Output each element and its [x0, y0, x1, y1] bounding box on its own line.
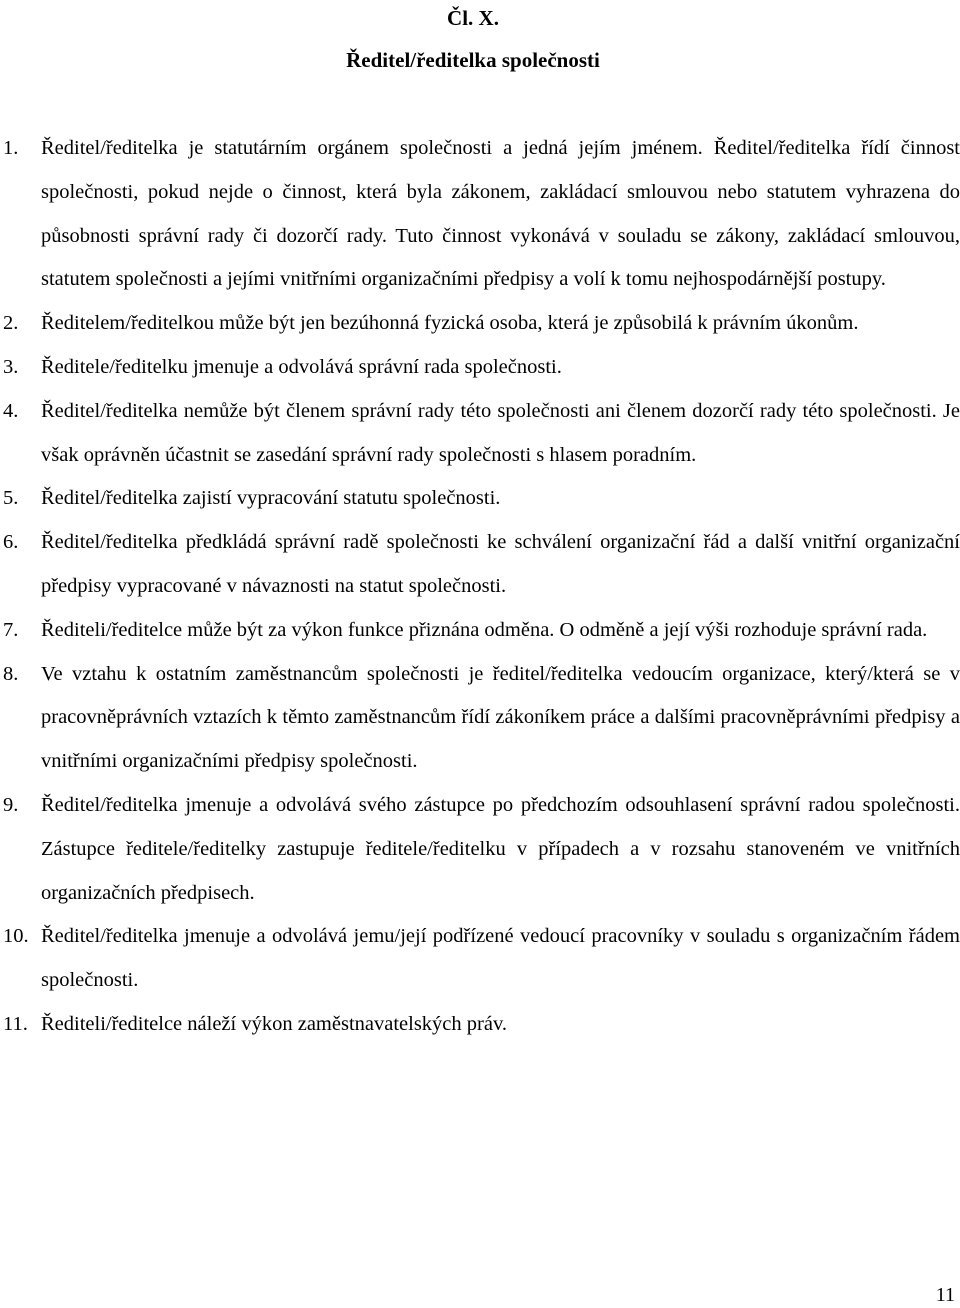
paragraph-text: Řediteli/ředitelce může být za výkon funkce přiznána odměna. O odměně a její výši rozhoduje správní rada.: [41, 618, 928, 641]
paragraph-text: Ředitel/ředitelka předkládá správní radě společnosti ke schválení organizační řád a další vnitřní organizační předpisy vypracované v návaznosti na statut společnosti.: [41, 531, 960, 597]
paragraph-item: [0, 521, 960, 609]
paragraph-item: [0, 915, 960, 1003]
page-number: 11: [935, 1284, 955, 1306]
paragraph-number: 2.: [3, 312, 19, 335]
paragraph-item: [0, 477, 960, 521]
paragraph-item: [0, 1003, 960, 1047]
paragraph-text: Ve vztahu k ostatním zaměstnancům společnosti je ředitel/ředitelka vedoucím organizace, který/která se v pracovněprávních vztazích k těmto zaměstnancům řídí zákoníkem práce a dalšími pracovněprávními předpisy a vnitřními organizačními předpisy společnosti.: [41, 662, 960, 773]
paragraph-number: 8.: [3, 662, 19, 685]
paragraph-item: [0, 784, 960, 915]
paragraph-number: 6.: [3, 531, 19, 554]
paragraph-number: 3.: [3, 355, 19, 378]
paragraph-text: Řediteli/ředitelce náleží výkon zaměstnavatelských práv.: [41, 1012, 507, 1035]
article-number: Čl. X.: [447, 6, 499, 30]
paragraph-text: Ředitele/ředitelku jmenuje a odvolává správní rada společnosti.: [41, 355, 562, 378]
paragraph-text: Ředitel/ředitelka nemůže být členem správní rady této společnosti ani členem dozorčí rady této společnosti. Je však oprávněn účastnit se zasedání správní rady společnosti s hlasem poradním.: [41, 399, 960, 466]
paragraph-number: 11.: [3, 1012, 28, 1035]
paragraph-text: Ředitelem/ředitelkou může být jen bezúhonná fyzická osoba, která je způsobilá k právním úkonům.: [41, 312, 859, 335]
paragraph-number: 10.: [3, 925, 29, 948]
paragraph-item: [0, 390, 960, 478]
paragraph-item: [0, 609, 960, 653]
paragraph-text: Ředitel/ředitelka jmenuje a odvolává jemu/její podřízené vedoucí pracovníky v souladu s organizačním řádem společnosti.: [41, 925, 960, 992]
paragraph-number: 5.: [3, 487, 19, 510]
paragraph-item: [0, 127, 960, 302]
article-title: Ředitel/ředitelka společnosti: [346, 48, 600, 72]
paragraph-item: [0, 653, 960, 784]
paragraph-number: 7.: [3, 618, 19, 641]
paragraph-number: 1.: [3, 137, 19, 159]
paragraph-text: Ředitel/ředitelka jmenuje a odvolává svého zástupce po předchozím odsouhlasení správní radou společnosti. Zástupce ředitele/ředitelky zastupuje ředitele/ředitelku v případech a v rozsahu stanoveném ve vnitřních organizačních předpisech.: [41, 793, 960, 904]
article-paragraph-list: [0, 127, 960, 1047]
paragraph-number: 4.: [3, 399, 19, 422]
paragraph-text: Ředitel/ředitelka je statutárním orgánem společnosti a jedná jejím jménem. Ředitel/ředitelka řídí činnost společnosti, pokud nejde o činnost, která byla zákonem, zakládací smlouvou nebo statutem vyhrazena do působnosti správní rady či dozorčí rady. Tuto činnost vykonává v souladu se zákony, zakládací smlouvou, statutem společnosti a jejími vnitřními organizačními předpisy a volí k tomu nejhospodárnější postupy.: [41, 137, 960, 291]
paragraph-item: [0, 302, 960, 346]
paragraph-text: Ředitel/ředitelka zajistí vypracování statutu společnosti.: [41, 487, 501, 510]
paragraph-item: [0, 346, 960, 390]
paragraph-number: 9.: [3, 793, 19, 816]
